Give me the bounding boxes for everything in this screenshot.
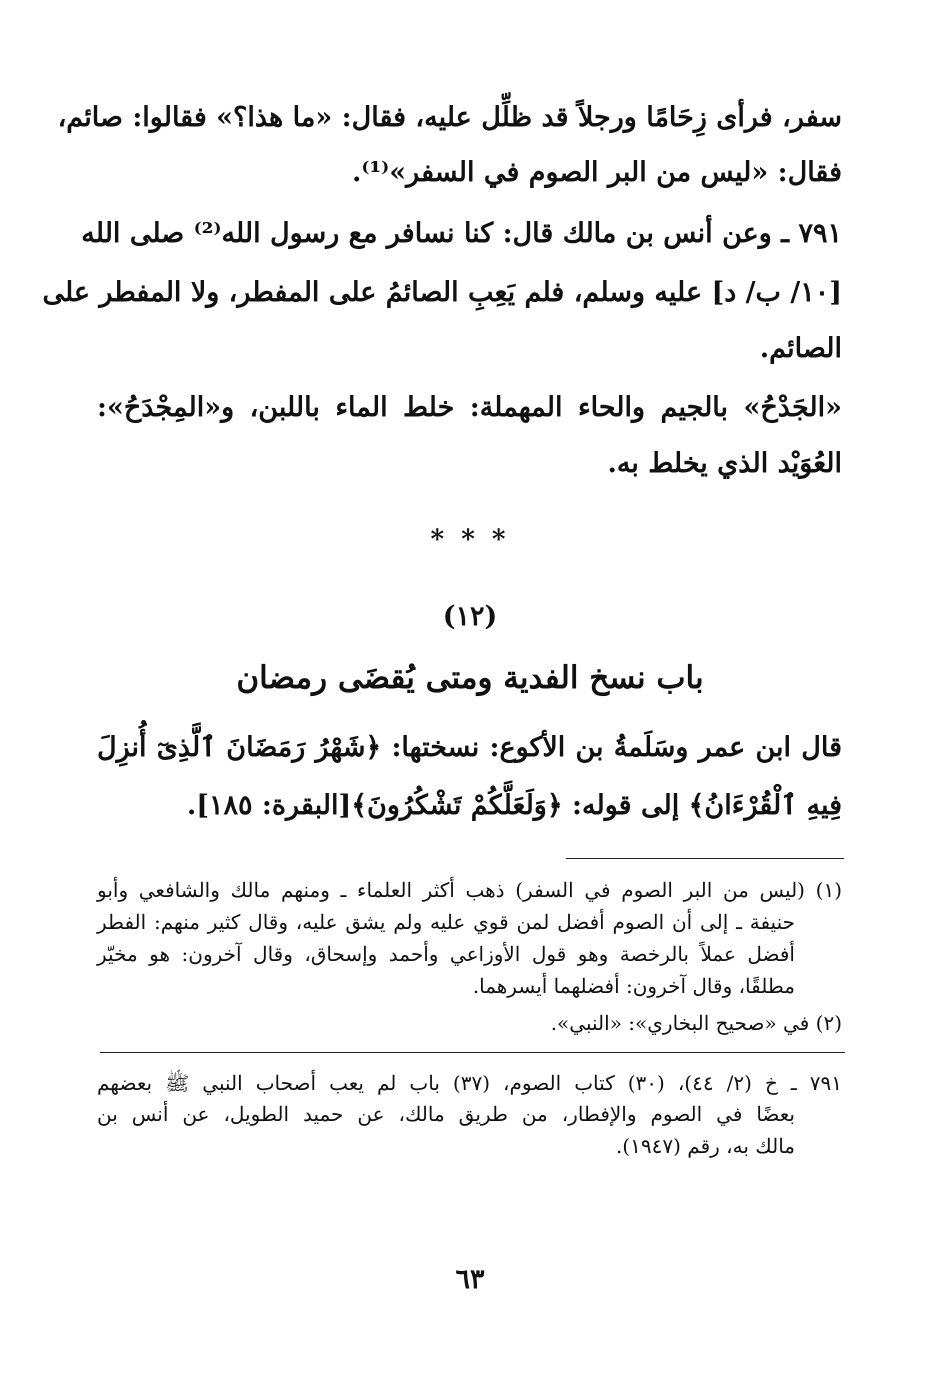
gloss-line: «الجَدْحُ» بالجيم والحاء المهملة: خلط الماء باللبن، و«المِجْدَحُ»: bbox=[97, 392, 842, 423]
page-number: ٦٣ bbox=[455, 1264, 485, 1295]
section-number: (١٢) bbox=[442, 601, 498, 632]
footnote-1-line: مطلقًا، وقال آخرون: أفضلهما أيسرهما. bbox=[472, 974, 795, 998]
section-text-line: فِيهِ ٱلْقُرْءَانُ﴾ إلى قوله: ﴿وَلَعَلَّكُمْ تَشْكُرُونَ﴾[البقرة: ١٨٥]. bbox=[186, 790, 842, 821]
text-line: فقال: «ليس من البر الصوم في السفر»⁽¹⁾. bbox=[351, 157, 842, 188]
takhrij-line: ٧٩١ ـ خ (٢/ ٤٤)، (٣٠) كتاب الصوم، (٣٧) باب لم يعب أصحاب النبي ﷺ بعضهم bbox=[97, 1071, 843, 1095]
takhrij-divider bbox=[100, 1052, 845, 1053]
hadith-791-line: ٧٩١ ـ وعن أنس بن مالك قال: كنا نسافر مع رسول الله⁽²⁾ صلى الله bbox=[81, 218, 842, 249]
text-line: سفر، فرأى زِحَامًا ورجلاً قد ظلِّل عليه، فقال: «ما هذا؟» فقالوا: صائم، bbox=[57, 102, 842, 133]
footnote-2: (٢) في «صحيح البخاري»: «النبي». bbox=[550, 1011, 842, 1035]
text-line: [١٠/ ب/ د] عليه وسلم، فلم يَعِبِ الصائمُ على المفطر، ولا المفطر على bbox=[42, 277, 842, 308]
footnote-1-line: (١) (ليس من البر الصوم في السفر) ذهب أكثر العلماء ـ ومنهم مالك والشافعي وأبو bbox=[97, 878, 842, 902]
footnote-1-line: حنيفة ـ إلى أن الصوم أفضل لمن قوي عليه ولم يشق عليه، وقال كثير منهم: الفطر bbox=[97, 910, 795, 934]
section-separator: * * * bbox=[430, 525, 510, 555]
section-title: باب نسخ الفدية ومتى يُقضَى رمضان bbox=[236, 660, 704, 696]
footnote-divider bbox=[566, 858, 844, 859]
footnote-1-line: أفضل عملاً بالرخصة وهو قول الأوزاعي وأحمد وإسحاق، وقال آخرون: هو مخيّر bbox=[97, 942, 795, 966]
text-line: الصائم. bbox=[759, 333, 842, 364]
gloss-line: العُوَيْد الذي يخلط به. bbox=[607, 448, 842, 479]
takhrij-line: مالك به، رقم (١٩٤٧). bbox=[615, 1134, 795, 1158]
section-text-line: قال ابن عمر وسَلَمةُ بن الأكوع: نسختها: ﴿شَهْرُ رَمَضَانَ ٱلَّذِىٓ أُنزِلَ bbox=[97, 732, 842, 763]
takhrij-line: بعضًا في الصوم والإفطار، من طريق مالك، عن حميد الطويل، عن أنس بن bbox=[97, 1102, 795, 1126]
